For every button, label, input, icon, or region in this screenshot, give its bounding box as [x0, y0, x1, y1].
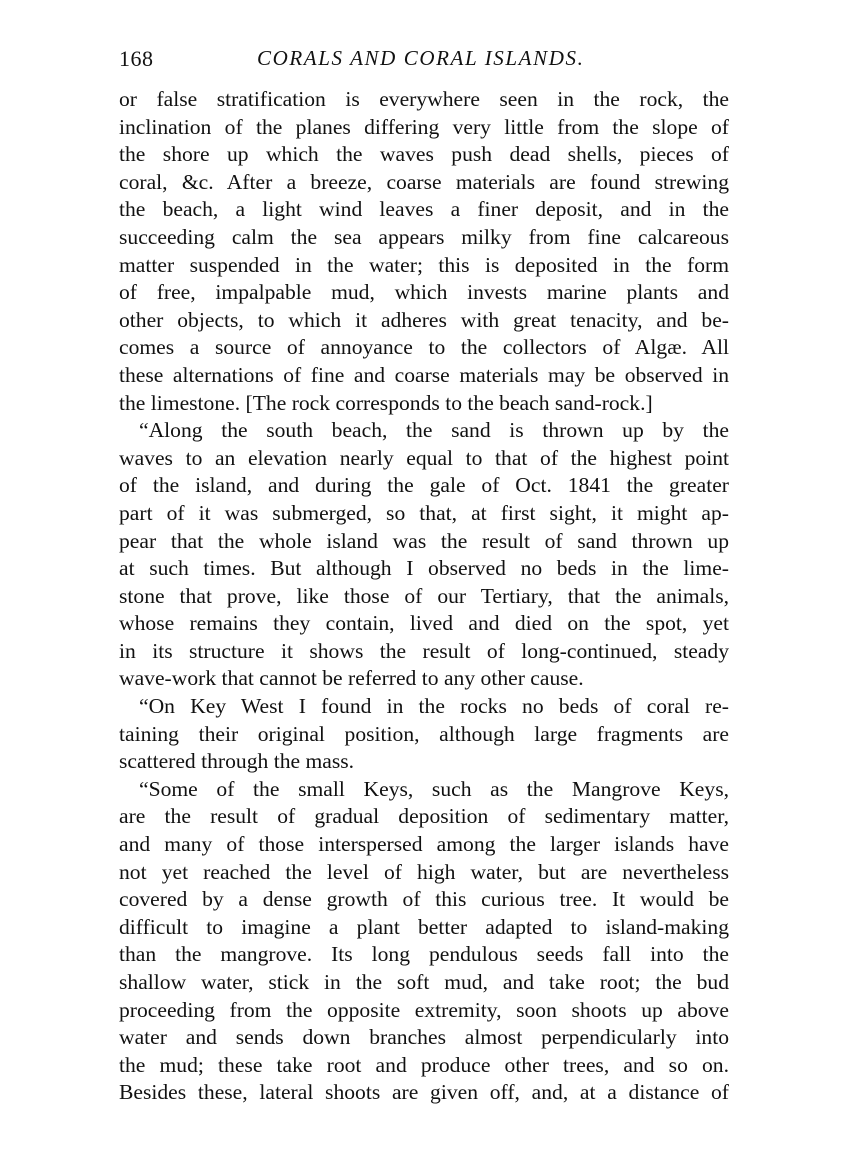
text-line: scattered through the mass.: [119, 749, 355, 774]
text-line: difficult to imagine a plant better adapted to island-making: [119, 914, 729, 939]
text-line: proceeding from the opposite extremity, soon shoots up above: [119, 997, 729, 1022]
text-line: “Along the south beach, the sand is thrown up by the: [139, 418, 729, 443]
text-line: these alternations of fine and coarse materials may be observed in: [119, 362, 729, 387]
running-title: CORALS AND CORAL ISLANDS.: [257, 46, 585, 70]
text-line: “Some of the small Keys, such as the Mangrove Keys,: [139, 776, 729, 801]
text-line: of free, impalpable mud, which invests marine plants and: [119, 280, 729, 305]
text-line: Besides these, lateral shoots are given off, and, at a distance of: [119, 1080, 729, 1105]
text-line: waves to an elevation nearly equal to that of the highest point: [119, 445, 729, 470]
paragraph: [119, 417, 729, 693]
text-line: other objects, to which it adheres with great tenacity, and be-: [119, 307, 729, 332]
text-line: shallow water, stick in the soft mud, and take root; the bud: [119, 970, 729, 994]
text-line: not yet reached the level of high water, but are nevertheless: [119, 859, 729, 884]
text-line: inclination of the planes differing very little from the slope of: [119, 114, 729, 139]
text-line: coral, &c. After a breeze, coarse materials are found strewing: [119, 169, 729, 194]
text-line: the limestone. [The rock corresponds to the beach sand-rock.]: [119, 390, 653, 415]
text-line: stone that prove, like those of our Tertiary, that the animals,: [119, 583, 729, 608]
text-line: and many of those interspersed among the larger islands have: [119, 832, 729, 857]
text-line: the mud; these take root and produce other trees, and so on.: [119, 1052, 729, 1077]
text-line: than the mangrove. Its long pendulous seeds fall into the: [119, 942, 729, 967]
text-line: wave-work that cannot be referred to any other cause.: [119, 666, 584, 691]
text-line: succeeding calm the sea appears milky from fine calcareous: [119, 224, 729, 249]
text-line: taining their original position, although large fragments are: [119, 721, 729, 746]
text-line: or false stratification is everywhere seen in the rock, the: [119, 87, 729, 111]
text-line: the beach, a light wind leaves a finer deposit, and in the: [119, 197, 729, 222]
text-line: part of it was submerged, so that, at first sight, it might ap-: [119, 500, 729, 525]
text-line: at such times. But although I observed no beds in the lime-: [119, 556, 729, 581]
text-line: the shore up which the waves push dead shells, pieces of: [119, 142, 729, 167]
body-text: [119, 86, 729, 1107]
text-line: comes a source of annoyance to the collectors of Algæ. All: [119, 335, 729, 360]
text-line: covered by a dense growth of this curious tree. It would be: [119, 887, 729, 912]
text-line: whose remains they contain, lived and died on the spot, yet: [119, 611, 729, 636]
text-line: in its structure it shows the result of long-continued, steady: [119, 638, 729, 663]
text-line: water and sends down branches almost perpendicularly into: [119, 1025, 729, 1050]
text-line: “On Key West I found in the rocks no beds of coral re-: [139, 694, 729, 719]
text-line: pear that the whole island was the result of sand thrown up: [119, 528, 729, 553]
paragraph: [119, 86, 729, 417]
paragraph: [119, 776, 729, 1107]
paragraph: [119, 693, 729, 776]
text-line: of the island, and during the gale of Oct. 1841 the greater: [119, 473, 729, 498]
page-header: [119, 44, 739, 78]
text-line: are the result of gradual deposition of sedimentary matter,: [119, 804, 729, 829]
text-line: matter suspended in the water; this is deposited in the form: [119, 252, 729, 277]
page-number: 168: [119, 46, 154, 71]
